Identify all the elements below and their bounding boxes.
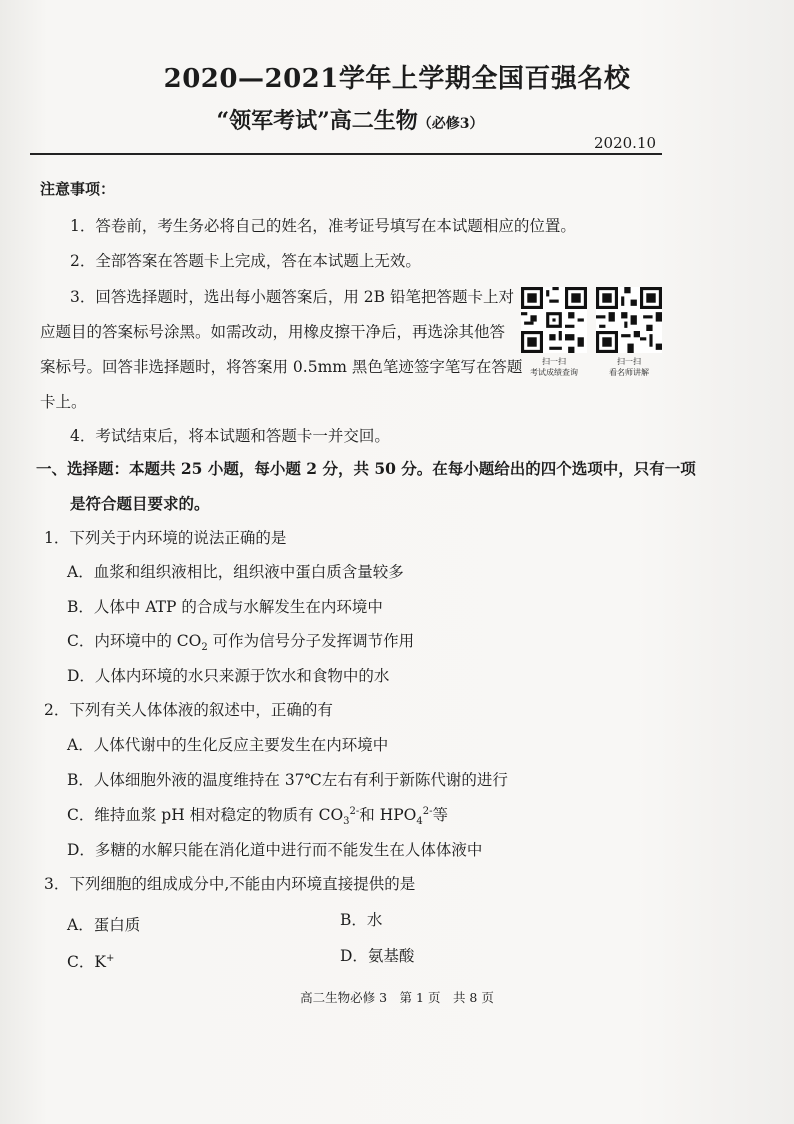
question-3-option-b: B．水 — [340, 911, 383, 929]
exam-date: 2020.10 — [594, 134, 657, 152]
notes-heading: 注意事项： — [40, 180, 116, 198]
superscript: 2- — [349, 805, 360, 817]
note-item-3-line-2: 应题目的答案标号涂黑。如需改动，用橡皮擦干净后，再选涂其他答 — [40, 323, 506, 341]
qr-caption-line-1: 扫一扫 — [617, 357, 641, 366]
section-1-heading-line-1: 一、选择题：本题共 25 小题，每小题 2 分，共 50 分。在每小题给出的四个选项中，只有一项 — [36, 459, 696, 478]
note-item-4: 4．考试结束后，将本试题和答题卡一并交回。 — [70, 427, 390, 445]
superscript: + — [105, 952, 115, 964]
qr-code-teacher-lecture[interactable] — [596, 287, 662, 353]
qr-caption-line-2: 看名师讲解 — [609, 368, 649, 377]
note-item-3-line-4: 卡上。 — [40, 393, 87, 411]
page-footer: 高二生物必修 3 第 1 页 共 8 页 — [300, 990, 494, 1005]
qr-code-score-query[interactable] — [521, 287, 587, 353]
question-1-option-b: B．人体中 ATP 的合成与水解发生在内环境中 — [67, 598, 383, 616]
qr-caption-line-1: 扫一扫 — [542, 357, 566, 366]
note-item-1: 1．答卷前，考生务必将自己的姓名，准考证号填写在本试题相应的位置。 — [70, 217, 576, 235]
subtitle-note: （必修3） — [417, 116, 484, 132]
question-1-stem: 1．下列关于内环境的说法正确的是 — [44, 529, 287, 547]
subscript: 2 — [201, 642, 208, 654]
exam-subtitle — [0, 104, 700, 135]
question-2-option-b: B．人体细胞外液的温度维持在 37℃左右有利于新陈代谢的进行 — [67, 771, 508, 789]
subtitle-main: “领军考试”高二生物 — [216, 108, 418, 134]
note-item-3-line-3: 案标号。回答非选择题时，将答案用 0.5mm 黑色笔迹签字笔写在答题 — [40, 358, 523, 376]
question-2-stem: 2．下列有关人体体液的叙述中，正确的有 — [44, 701, 333, 719]
question-3-option-d: D．氨基酸 — [340, 947, 415, 965]
option-text: 可作为信号分子发挥调节作用 — [207, 632, 415, 650]
qr-code-icon — [596, 287, 662, 353]
question-1-option-c — [67, 629, 414, 653]
note-item-3-line-1: 3．回答选择题时，选出每小题答案后，用 2B 铅笔把答题卡上对 — [70, 288, 514, 306]
note-item-2: 2．全部答案在答题卡上完成，答在本试题上无效。 — [70, 252, 421, 270]
question-3-stem: 3．下列细胞的组成成分中,不能由内环境直接提供的是 — [44, 875, 416, 893]
question-1-option-a: A．血浆和组织液相比，组织液中蛋白质含量较多 — [67, 563, 404, 581]
subscript: 4 — [416, 816, 423, 828]
qr-caption-score-query — [514, 356, 594, 378]
superscript: 2- — [422, 805, 433, 817]
question-2-option-c — [67, 803, 448, 827]
option-text: C．维持血浆 pH 相对稳定的物质有 CO — [67, 806, 344, 824]
qr-code-icon — [521, 287, 587, 353]
qr-caption-teacher-lecture — [589, 356, 669, 378]
header-rule — [30, 153, 662, 155]
option-text: 等 — [432, 806, 449, 824]
question-2-option-d: D．多糖的水解只能在消化道中进行而不能发生在人体体液中 — [67, 841, 483, 859]
section-1-heading-line-2: 是符合题目要求的。 — [70, 494, 210, 513]
question-1-option-d: D．人体内环境的水只来源于饮水和食物中的水 — [67, 667, 390, 685]
question-3-option-c — [67, 950, 114, 972]
option-text: C．内环境中的 CO — [67, 632, 202, 650]
subscript: 3 — [343, 816, 350, 828]
question-2-option-a: A．人体代谢中的生化反应主要发生在内环境中 — [67, 736, 389, 754]
exam-title: 2020—2021学年上学期全国百强名校 — [163, 64, 631, 94]
qr-caption-line-2: 考试成绩查询 — [530, 368, 578, 377]
option-text: 和 HPO — [359, 806, 417, 824]
option-text: C．K — [67, 953, 106, 971]
question-3-option-a: A．蛋白质 — [67, 916, 141, 934]
